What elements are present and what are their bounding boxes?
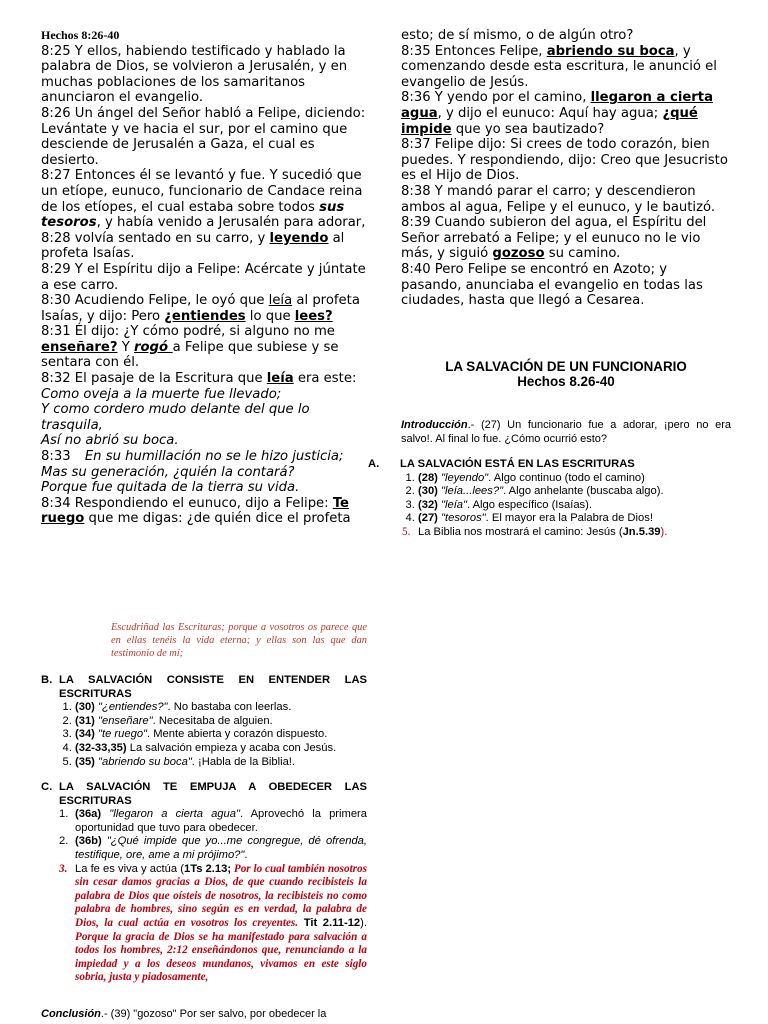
section-b-list (41, 701, 367, 769)
section-heading-text: LA SALVACIÓN ESTÁ EN LAS ESCRITURAS (400, 458, 635, 470)
sectionA-item (418, 485, 733, 499)
verse-8-26: 8:26 Un ángel del Señor habló a Felipe, diciendo: Levántate y ve hacia el sur, por el camino que desciende de Jerusalén a Gaza, el cual es desierto. (41, 105, 366, 168)
section-c-items (41, 808, 367, 985)
item-quote: "leía...lees?" (441, 485, 504, 498)
verse-8-28 (41, 231, 369, 262)
verse-8-34 (41, 496, 369, 527)
item-text: . El mayor era la Palabra de Dios! (485, 512, 653, 525)
outline-subtitle: Hechos 8.26-40 (517, 374, 615, 389)
item-text: ). (360, 916, 367, 929)
intro-text: .- (27) Un funcionario fue a adorar, ¡pero no era salvo!. Al final lo fue. ¿Cómo ocurrió esto? (401, 419, 731, 445)
section-b (41, 674, 367, 769)
verse-8-32 (41, 371, 369, 387)
item-text: La Biblia nos mostrará el camino: Jesús ( (418, 525, 623, 538)
verse-8-33-line-2: Mas su generación, ¿quién la contará? (41, 464, 295, 480)
item-ref: (30) (75, 701, 95, 714)
verse-text: al profeta Isaías. (41, 230, 345, 262)
item-ref: (30) (418, 485, 438, 498)
verse-8-32-line-3: Así no abrió su boca. (41, 433, 179, 449)
item-quote: "llegaron a cierta agua" (109, 808, 240, 821)
verse-8-38: 8:38 Y mandó parar el carro; y descendieron ambos al agua, Felipe y el eunuco, y le bautizó. (401, 183, 716, 215)
verse-8-25: 8:25 Y ellos, habiendo testificado y hablado la palabra de Dios, se volvieron a Jerusalén, y en muchas poblaciones de los samaritanos anunciaron el evangelio. (41, 43, 348, 106)
item-text: La fe es viva y actúa ( (75, 862, 184, 875)
section-letter: C. (41, 781, 53, 793)
verse-8-30 (41, 293, 369, 324)
item-ref: (28) (418, 471, 438, 484)
section-letter: B. (41, 674, 53, 686)
item-ref: (32) (418, 498, 438, 511)
sectionA-item (418, 499, 733, 513)
verse-text: 8:31 Él dijo: ¿Y cómo podré, si alguno no me (41, 324, 335, 340)
verse-text: En su humillación no se le hizo justicia; (84, 449, 344, 465)
item-quote: "tesoros" (441, 512, 486, 525)
verse-text: 8:34 Respondiendo el eunuco, dijo a Felipe: (41, 495, 333, 511)
section-a (368, 458, 733, 540)
item-quote: "te ruego" (98, 728, 148, 741)
item-text: La salvación empieza y acaba con Jesús. (126, 741, 337, 754)
verse-text: 8:36 Y yendo por el camino, (401, 90, 591, 106)
emphasis: gozoso (492, 246, 545, 262)
verse-8-27 (41, 168, 369, 230)
item-ref: (36b) (75, 835, 102, 848)
item-text: . ¡Habla de la Biblia!. (191, 755, 296, 768)
item-text: . (244, 848, 248, 861)
item-number: 1. (59, 808, 69, 821)
emphasis: ¿entiendes (164, 308, 246, 324)
passage-column-right (401, 28, 731, 309)
verse-text: , y había venido a Jerusalén para adorar, (96, 215, 366, 231)
item-quote: Porque la gracia de Dios se ha manifestado para salvación a todos los hombres, 2:12 enseñándonos que, renunciando a la impiedad y a los deseos mundanos, vivamos en este siglo sobria, justa y piadosamente, (75, 930, 367, 984)
verse-text: Y (117, 339, 134, 355)
verse-8-37: 8:37 Felipe dijo: Si crees de todo corazón, bien puedes. Y respondiendo, dijo: Creo que Jesucristo es el Hijo de Dios. (401, 137, 728, 184)
item-text: . Aprovechó la primera oportunidad que tuvo para obedecer. (75, 808, 368, 834)
sectionB-item (75, 701, 367, 715)
item-ref: (31) (75, 714, 95, 727)
scripture-quote: Escudriñad las Escrituras; porque a vosotros os parece que en ellas tenéis la vida eterna; y ellas son las que dan testimonio de mí; (111, 622, 367, 659)
verse-8-29: 8:29 Y el Espíritu dijo a Felipe: Acércate y júntate a ese carro. (41, 261, 366, 293)
section-c-item-3 (59, 862, 367, 985)
item-number: 2. (59, 835, 69, 848)
section-letter: A. (368, 458, 380, 470)
verse-8-36 (401, 90, 731, 137)
sectionA-item (418, 472, 733, 486)
item-quote: "enseñare" (98, 714, 153, 727)
verse-text: lo que (245, 308, 295, 324)
conclusion (41, 1008, 367, 1022)
outline-title: LA SALVACIÓN DE UN FUNCIONARIO (445, 359, 687, 374)
item-ref: 1Ts 2.13; (183, 862, 232, 875)
verse-text: a Felipe que subiese y se sentara con él. (41, 339, 339, 371)
item-quote: "leyendo" (441, 471, 489, 484)
item-text: . Algo específico (Isaías). (467, 498, 592, 511)
item-quote: "¿entiendes?" (98, 701, 168, 714)
item-quote: Por lo cual también nosotros sin cesar damos gracias a Dios, de que cuando recibisteis la palabra de Dios que oísteis de nosotros, la recibisteis no como palabra de hombres, sino según es en verdad, la palabra de Dios, la cual actúa en vosotros los creyentes. (75, 862, 367, 929)
emphasis: llegaron a cierta agua (401, 90, 713, 121)
passage-title: Hechos 8:26-40 (41, 28, 120, 42)
item-quote: "leía" (441, 498, 467, 511)
section-a-heading (368, 458, 733, 472)
item-text: ). (660, 525, 668, 538)
verse-text: su camino. (544, 246, 621, 262)
verse-text: 8:33 (41, 449, 75, 465)
verse-text: 8:39 Cuando subieron del agua, el Espíritu del Señor arrebató a Felipe; y el eunuco no le vio más, y siguió (401, 215, 707, 262)
verse-text: 8:30 Acudiendo Felipe, le oyó que (41, 293, 269, 309)
item-text: . Algo anhelante (buscaba algo). (503, 485, 664, 498)
item-text: . Necesitaba de alguien. (152, 714, 273, 727)
verse-8-33 (41, 449, 369, 465)
item-text: . Algo continuo (todo el camino) (488, 471, 645, 484)
conclusion-label: Conclusión (41, 1008, 101, 1020)
item-ref: (34) (75, 728, 95, 741)
verse-8-32-line-1: Como oveja a la muerte fue llevado; (41, 386, 282, 402)
emphasis: leía (266, 371, 294, 387)
emphasis: leía (268, 293, 293, 309)
sectionA-item (418, 512, 733, 526)
section-b-heading (41, 674, 367, 701)
section-heading-text: LA SALVACIÓN CONSISTE EN ENTENDER LAS ESCRITURAS (59, 674, 367, 700)
item-text: . Mente abierta y corazón dispuesto. (147, 728, 328, 741)
emphasis: sus tesoros (41, 199, 345, 231)
verse-text: , y dijo el eunuco: Aquí hay agua; (437, 105, 663, 121)
intro-label: Introducción (401, 419, 468, 431)
section-heading-text: LA SALVACIÓN TE EMPUJA A OBEDECER LAS ESCRITURAS (59, 781, 367, 807)
verse-text: 8:28 volvía sentado en su carro, y (41, 230, 270, 246)
emphasis: enseñare? (41, 339, 118, 355)
verse-text: , y comenzando desde esta escritura, le anunció el evangelio de Jesús. (401, 43, 717, 90)
verse-8-33-line-3: Porque fue quitada de la tierra su vida. (41, 480, 300, 496)
section-c-heading (41, 781, 367, 808)
item-ref: Tit 2.11-12 (298, 916, 361, 929)
sectionB-item (75, 756, 367, 770)
verse-text: que yo sea bautizado? (451, 121, 605, 137)
passage-column-left (41, 28, 369, 527)
emphasis: rogó (133, 339, 173, 355)
item-number: 5. (402, 525, 411, 538)
verse-8-32-line-2: Y como cordero mudo delante del que lo trasquila, (41, 402, 310, 433)
section-a-item-5 (368, 526, 733, 540)
emphasis: Te ruego (41, 495, 349, 527)
verse-text: al profeta Isaías, y dijo: Pero (41, 293, 360, 324)
section-c-item-2 (59, 835, 367, 862)
verse-text: era este: (293, 371, 357, 387)
verse-8-35 (401, 44, 731, 91)
section-c-item-1 (59, 808, 368, 835)
emphasis: lees? (294, 308, 333, 324)
emphasis: leyendo (269, 230, 329, 246)
verse-text: 8:27 Entonces él se levantó y fue. Y sucedió que un etíope, eunuco, funcionario de Candace reina de los etíopes, el cual estaba sobre todos (41, 168, 363, 215)
item-ref: (32-33,35) (75, 741, 127, 754)
verse-8-39 (401, 215, 731, 262)
sectionB-item (75, 715, 367, 729)
introduction (401, 419, 731, 446)
item-number: 3. (59, 862, 68, 875)
verse-text: que me digas: ¿de quién dice el profeta (84, 511, 351, 527)
item-ref: Jn.5.39 (622, 525, 661, 538)
conclusion-text: .- (39) "gozoso" Por ser salvo, por obedecer la (100, 1008, 327, 1020)
outline-title-block (401, 359, 731, 389)
item-text: . No bastaba con leerlas. (167, 701, 292, 714)
item-quote: "abriendo su boca" (98, 755, 192, 768)
verse-text: 8:35 Entonces Felipe, (401, 43, 547, 59)
verse-8-31 (41, 324, 369, 371)
sectionB-item (75, 742, 367, 756)
sectionB-item (75, 728, 367, 742)
item-ref: (27) (418, 512, 438, 525)
verse-8-40: 8:40 Pero Felipe se encontró en Azoto; y pasando, anunciaba el evangelio en todas las ciudades, hasta que llegó a Cesarea. (401, 261, 703, 309)
section-c (41, 781, 367, 985)
item-ref: (36a) (75, 808, 102, 821)
emphasis: ¿qué impide (401, 105, 698, 137)
emphasis: abriendo su boca (546, 43, 675, 59)
verse-8-34-cont: esto; de sí mismo, o de algún otro? (401, 28, 634, 43)
section-a-list (368, 472, 733, 526)
verse-text: 8:32 El pasaje de la Escritura que (41, 371, 267, 387)
item-ref: (35) (75, 755, 95, 768)
item-quote: "¿Qué impide que yo...me congregue, dé ofrenda, testifique, ore, ame a mi prójimo?" (75, 835, 367, 861)
